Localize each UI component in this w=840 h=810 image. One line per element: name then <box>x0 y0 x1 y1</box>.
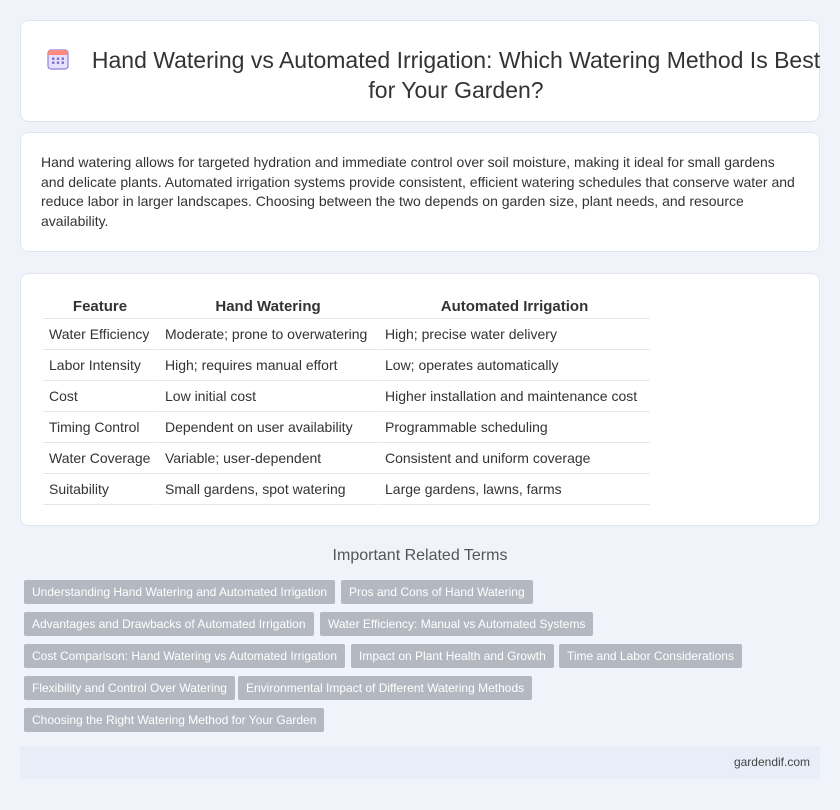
feature-cell: Suitability <box>43 474 157 505</box>
related-tag[interactable]: Water Efficiency: Manual vs Automated Systems <box>320 612 593 636</box>
automated-irrigation-cell: Higher installation and maintenance cost <box>377 381 650 412</box>
feature-cell: Water Efficiency <box>43 319 157 350</box>
calendar-icon <box>47 48 69 70</box>
page-title: Hand Watering vs Automated Irrigation: Which Watering Method Is Best for Your Garden? <box>91 47 821 103</box>
feature-cell: Timing Control <box>43 412 157 443</box>
table-row <box>43 319 650 350</box>
intro-card <box>20 132 820 252</box>
feature-cell: Labor Intensity <box>43 350 157 381</box>
automated-irrigation-cell: Low; operates automatically <box>377 350 650 381</box>
footer <box>20 746 820 779</box>
comparison-card <box>20 273 820 526</box>
related-tag[interactable]: Environmental Impact of Different Watering Methods <box>238 676 532 700</box>
header-hand-watering: Hand Watering <box>157 295 377 319</box>
related-tag[interactable]: Choosing the Right Watering Method for Your Garden <box>24 708 324 732</box>
table-row <box>43 381 650 412</box>
header-feature: Feature <box>43 295 157 319</box>
automated-irrigation-cell: Large gardens, lawns, farms <box>377 474 650 505</box>
related-terms-heading: Important Related Terms <box>332 547 508 564</box>
hand-watering-cell: High; requires manual effort <box>157 350 377 381</box>
hand-watering-cell: Variable; user-dependent <box>157 443 377 474</box>
table-row <box>43 474 650 505</box>
hand-watering-cell: Low initial cost <box>157 381 377 412</box>
automated-irrigation-cell: Programmable scheduling <box>377 412 650 443</box>
footer-site-link[interactable]: gardendif.com <box>733 755 810 769</box>
feature-cell: Cost <box>43 381 157 412</box>
table-row <box>43 412 650 443</box>
header-card <box>20 20 820 122</box>
table-header-row <box>43 295 650 319</box>
related-tag[interactable]: Pros and Cons of Hand Watering <box>341 580 533 604</box>
table-row <box>43 443 650 474</box>
related-tag[interactable]: Advantages and Drawbacks of Automated Irrigation <box>24 612 314 636</box>
automated-irrigation-cell: Consistent and uniform coverage <box>377 443 650 474</box>
related-tag[interactable]: Flexibility and Control Over Watering <box>24 676 235 700</box>
automated-irrigation-cell: High; precise water delivery <box>377 319 650 350</box>
table-row <box>43 350 650 381</box>
related-tag[interactable]: Impact on Plant Health and Growth <box>351 644 554 668</box>
hand-watering-cell: Small gardens, spot watering <box>157 474 377 505</box>
feature-cell: Water Coverage <box>43 443 157 474</box>
intro-paragraph: Hand watering allows for targeted hydration and immediate control over soil moisture, making it ideal for small gardens and delicate plants. Automated irrigation systems provide consistent, efficient watering schedules that conserve water and reduce labor in larger landscapes. Choosing between the two depends on garden size, plant needs, and resource availability. <box>41 154 795 229</box>
header-automated-irrigation: Automated Irrigation <box>377 295 650 319</box>
comparison-table <box>43 295 650 505</box>
hand-watering-cell: Moderate; prone to overwatering <box>157 319 377 350</box>
related-tag[interactable]: Time and Labor Considerations <box>559 644 742 668</box>
related-tag[interactable]: Cost Comparison: Hand Watering vs Automated Irrigation <box>24 644 345 668</box>
hand-watering-cell: Dependent on user availability <box>157 412 377 443</box>
related-tag[interactable]: Understanding Hand Watering and Automated Irrigation <box>24 580 335 604</box>
